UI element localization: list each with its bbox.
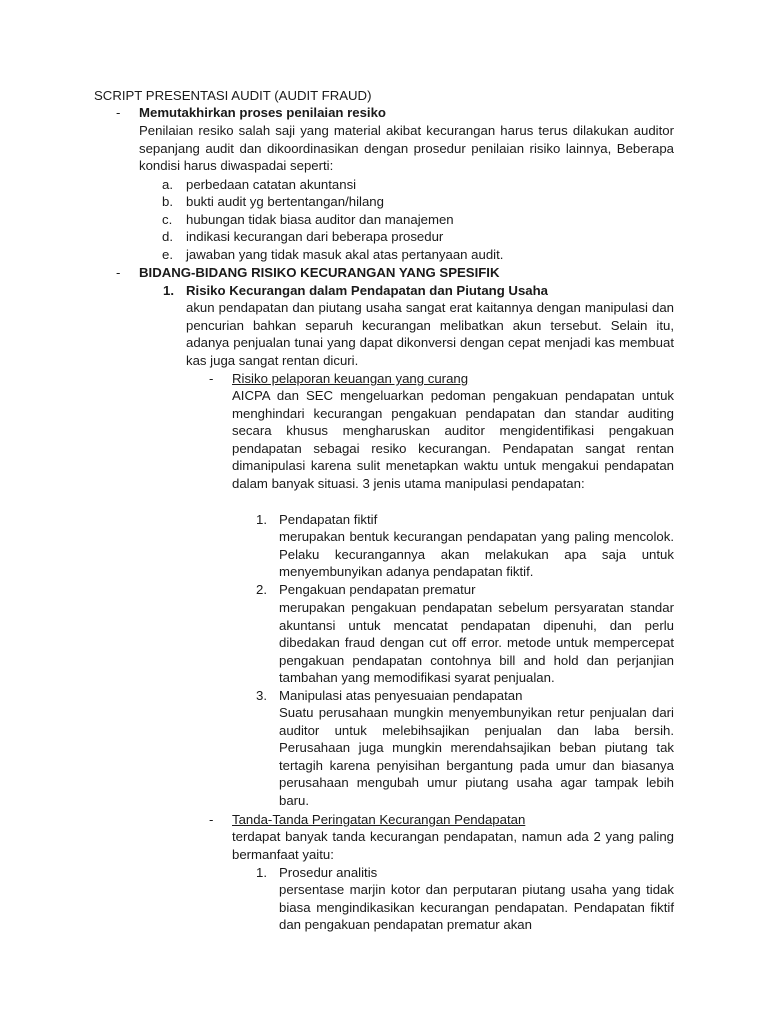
section2-bullet: - [116, 265, 121, 280]
section1-item: indikasi kecurangan dari beberapa prosedur [186, 229, 444, 244]
section1-item: hubungan tidak biasa auditor dan manajemen [186, 212, 454, 227]
warning-signs-bullet: - [209, 812, 214, 827]
subsection1-paragraph: akun pendapatan dan piutang usaha sangat erat kaitannya dengan manipulasi dan pencurian bahkan separuh kecurangan melibatkan akun tersebut. Selain itu, adanya penjualan tunai yang dapat dikonversi dengan cepat menjadi kas membuat kas juga sangat rentan dicuri. [186, 300, 674, 368]
manipulation-type-marker: 3. [256, 688, 267, 703]
risk-report-heading: Risiko pelaporan keuangan yang curang [232, 371, 469, 386]
section1-item-marker: d. [162, 229, 173, 244]
warning-sign-title: Prosedur analitis [279, 865, 378, 880]
warning-sign-marker: 1. [256, 865, 267, 880]
subsection1-marker: 1. [163, 283, 174, 298]
section1-item-marker: a. [162, 177, 173, 192]
manipulation-type-title: Manipulasi atas penyesuaian pendapatan [279, 688, 523, 703]
manipulation-type-description: merupakan bentuk kecurangan pendapatan yang paling mencolok. Pelaku kecurangannya akan melakukan apa saja untuk menyembunyikan adanya pendapatan fiktif. [279, 529, 674, 580]
manipulation-type-title: Pengakuan pendapatan prematur [279, 582, 476, 597]
risk-report-bullet: - [209, 371, 214, 386]
section1-item-marker: e. [162, 247, 173, 262]
section1-item: perbedaan catatan akuntansi [186, 177, 357, 192]
subsection1-heading: Risiko Kecurangan dalam Pendapatan dan Piutang Usaha [186, 283, 549, 298]
section1-item: jawaban yang tidak masuk akal atas pertanyaan audit. [186, 247, 504, 262]
manipulation-type-title: Pendapatan fiktif [279, 512, 378, 527]
warning-signs-paragraph: terdapat banyak tanda kecurangan pendapatan, namun ada 2 yang paling bermanfaat yaitu: [232, 829, 674, 862]
section1-item-marker: c. [162, 212, 173, 227]
manipulation-type-marker: 2. [256, 582, 267, 597]
section2-heading: BIDANG-BIDANG RISIKO KECURANGAN YANG SPESIFIK [139, 265, 500, 280]
warning-sign-description: persentase marjin kotor dan perputaran piutang usaha yang tidak biasa mengindikasikan kecurangan pendapatan. Pendapatan fiktif dan pengakuan pendapatan prematur akan [279, 882, 674, 933]
manipulation-type-marker: 1. [256, 512, 267, 527]
document-title: SCRIPT PRESENTASI AUDIT (AUDIT FRAUD) [94, 88, 372, 103]
section1-bullet: - [116, 105, 121, 120]
section1-item: bukti audit yg bertentangan/hilang [186, 194, 384, 209]
section1-heading: Memutakhirkan proses penilaian resiko [139, 105, 386, 120]
manipulation-type-description: merupakan pengakuan pendapatan sebelum persyaratan standar akuntansi untuk mencatat pendapatan dipenuhi, dan perlu dibedakan fraud dengan cut off error. metode untuk mempercepat pengakuan pendapatan contohnya bill and hold dan perjanjian tambahan yang memodifikasi syarat penjualan. [279, 600, 674, 686]
section1-paragraph: Penilaian resiko salah saji yang material akibat kecurangan harus terus dilakukan auditor sepanjang audit dan dikoordinasikan dengan prosedur penilaian risiko lainnya, Beberapa kondisi harus diwaspadai seperti: [139, 123, 674, 174]
section1-item-marker: b. [162, 194, 173, 209]
warning-signs-heading: Tanda-Tanda Peringatan Kecurangan Pendapatan [232, 812, 526, 827]
manipulation-type-description: Suatu perusahaan mungkin menyembunyikan retur penjualan dari auditor untuk melebihsajikan penjualan dan laba bersih. Perusahaan juga mungkin merendahsajikan beban piutang tak tertagih karena penyisihan bergantung pada umur dan biasanya perusahaan mengubah umur piutang usaha agar tampak lebih baru. [279, 705, 674, 808]
risk-report-paragraph: AICPA dan SEC mengeluarkan pedoman pengakuan pendapatan untuk menghindari kecurangan pengakuan pendapatan dan standar auditing secara khusus mengharuskan auditor mengidentifikasi pengakuan pendapatan sebagai resiko kecurangan. Pendapatan sangat rentan dimanipulasi karena sulit menetapkan waktu untuk mengakui pendapatan dalam banyak situasi. 3 jenis utama manipulasi pendapatan: [232, 388, 674, 491]
